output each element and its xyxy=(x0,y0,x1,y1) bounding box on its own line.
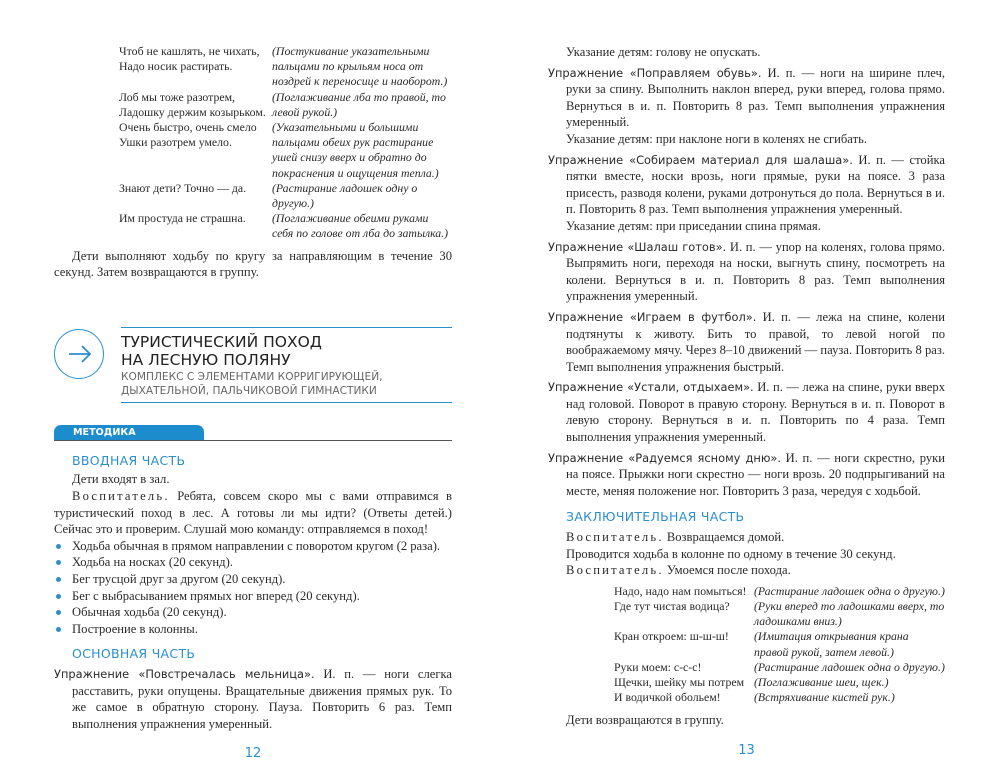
exercise xyxy=(548,309,945,375)
exercise-text: И. п. — лежа на спине, руки вверх над головой. Поворот в правую сторону. Вернуться в и. п. Поворот в левую сторону. Вернуться в и. п. Повторить по 4 раза. Темп выполнения упражнения умеренный. xyxy=(566,380,945,445)
poem-line: Им простуда не страшна. xyxy=(119,211,246,226)
poem-block xyxy=(54,44,452,242)
section-heading: ЗАКЛЮЧИТЕЛЬНАЯ ЧАСТЬ xyxy=(566,509,745,525)
exercise-text: И. п. — ноги на ширине плеч, руки за спину. Выполнить наклон вперед, руки вперед, голова прямо. Вернуться в и. п. Повторить 8 раз. Темп выполнения упражнения умеренный. xyxy=(566,65,945,130)
subtitle-line: ДЫХАТЕЛЬНОЙ, ПАЛЬЧИКОВОЙ ГИМНАСТИКИ xyxy=(121,384,377,397)
paragraph: Проводится ходьба в колонне по одному в течение 30 секунд. xyxy=(566,546,896,561)
poem-stanza xyxy=(614,675,945,690)
speech: Возвращаемся домой. xyxy=(663,530,785,545)
poem-line: Знают дети? Точно — да. xyxy=(119,180,247,195)
left-page xyxy=(0,0,500,762)
paragraph xyxy=(548,562,945,579)
intro-section xyxy=(54,453,452,733)
poem-stanza xyxy=(614,629,945,659)
chapter-subtitle xyxy=(121,370,452,398)
chapter-circle xyxy=(54,329,104,379)
poem-action: (Встряхивание кистей рук.) xyxy=(754,690,895,705)
list-item: Ходьба на носках (20 секунд). xyxy=(54,554,452,571)
chapter-text xyxy=(121,327,452,403)
section-heading: ОСНОВНАЯ ЧАСТЬ xyxy=(72,646,196,662)
paragraph: Дети выполняют ходьбу по кругу за направляющим в течение 30 секунд. Затем возвращаются в группу. xyxy=(54,248,452,280)
exercise-text: И. п. — ноги скрестно, руки на поясе. Прыжки ноги скрестно — ноги врозь. 20 подпрыгиваний на месте, меняя положение ног. Повторить 3 раза, чередуя с ходьбой. xyxy=(566,450,945,498)
subtitle-line: КОМПЛЕКС С ЭЛЕМЕНТАМИ КОРРИГИРУЮЩЕЙ, xyxy=(121,370,383,383)
exercise-name: Упражнение «Собираем материал для шалаша». xyxy=(548,152,853,167)
exercises-column xyxy=(548,44,945,760)
speaker: Воспитатель. xyxy=(566,530,664,545)
exercise-text: И. п. — стойка пятки вместе, носки врозь, ноги прямые, руки на поясе. 3 раза присесть, разводя колени, руками дотронуться до пола. Вернуться в и. п. Повторить 8 раз. Темп выполнения упражнения умеренный. xyxy=(566,152,945,217)
bullet-list xyxy=(54,538,452,638)
right-page xyxy=(500,0,1000,759)
exercise xyxy=(548,65,945,148)
poem-line: Очень быстро, очень смело xyxy=(119,120,257,135)
poem-line: Где тут чистая водица? xyxy=(614,599,730,614)
note: Указание детям: при приседании спина прямая. xyxy=(566,218,821,233)
poem-action: (Поглаживание шеи, щек.) xyxy=(754,675,889,690)
exercise xyxy=(54,666,452,732)
poem-line: Щечки, шейку мы потрем xyxy=(614,675,745,690)
poem-stanza xyxy=(614,690,945,705)
poem-stanza xyxy=(119,90,452,120)
exercise xyxy=(548,379,945,445)
exercise-name: Упражнение «Поправляем обувь». xyxy=(548,65,762,80)
page-number: 13 xyxy=(738,743,755,759)
poem-action: (Поглаживание лба то правой, то левой рукой.) xyxy=(272,89,446,119)
exercise xyxy=(548,450,945,500)
section-heading: ВВОДНАЯ ЧАСТЬ xyxy=(72,452,186,468)
exercise-name: Упражнение «Шалаш готов». xyxy=(548,239,727,254)
exercise-name: Упражнение «Повстречалась мельница». xyxy=(54,666,315,681)
exercise xyxy=(548,152,945,235)
exercise-text: И. п. — лежа на спине, колени подтянуты к животу. Бить то правой, то левой ногой по воображаемому мячу. Через 8–10 движений — пауза. Повторить 8 раз. Темп выполнения упражнения быстрый. xyxy=(566,309,945,374)
speech: Ребята, совсем скоро мы с вами отправимся в туристический поход в лес. А готовы ли мы идти? (Ответы детей.) Сейчас это и проверим. Слушай мою команду: отправляемся в поход! xyxy=(54,489,452,537)
exercise xyxy=(548,239,945,305)
poem-line: Чтоб не кашлять, не чихать, xyxy=(119,44,260,58)
poem-stanza xyxy=(614,599,945,629)
poem-action: (Постукивание указательными пальцами по крыльям носа от ноздрей к переносице и наоборот.) xyxy=(272,44,448,89)
chapter-title xyxy=(121,333,452,369)
note: Указание детям: при наклоне ноги в коленях не сгибать. xyxy=(566,131,867,146)
poem-line: Ладошку держим козырьком. xyxy=(119,104,266,119)
poem-action: (Растирание ладошек одна о другую.) xyxy=(754,583,945,598)
left-column xyxy=(54,44,452,763)
page-number: 12 xyxy=(244,746,262,762)
paragraph xyxy=(54,488,452,538)
method-tab: МЕТОДИКА ПРОВЕДЕНИЯ xyxy=(54,425,204,440)
poem-action: (Руки вперед то ладошками вверх, то ладошками вниз.) xyxy=(754,599,945,629)
washing-poem xyxy=(548,584,945,706)
speaker: Воспитатель. xyxy=(72,489,170,504)
poem-line: Кран откроем: ш-ш-ш! xyxy=(614,629,729,644)
poem-action: (Растирание ладошек одну о другую.) xyxy=(272,180,418,211)
exercise-text: И. п. — ноги слегка расставить, руки опущены. Вращательные движения прямых рук. То же самое в обратную сторону. Пауза. Повторить 6 раз. Темп выполнения упражнения умеренный. xyxy=(72,666,453,731)
poem-line: Ушки разотрем умело. xyxy=(119,135,232,150)
poem-action: (Указательными и большими пальцами обеих рук растирание ушей снизу вверх и обратно до покраснения и ощущения тепла.) xyxy=(272,120,439,180)
poem-line: Надо, надо нам помыться! xyxy=(614,583,747,598)
poem-action: (Имитация открывания крана правой рукой, затем левой.) xyxy=(754,629,909,659)
poem-stanza xyxy=(119,120,452,181)
list-item: Бег с выбрасыванием прямых ног вперед (20 секунд). xyxy=(54,588,452,605)
paragraph xyxy=(548,529,945,546)
poem-stanza xyxy=(119,211,452,241)
poem-line: Лоб мы тоже разотрем, xyxy=(119,89,235,104)
poem-stanza xyxy=(614,584,945,599)
poem-stanza xyxy=(119,181,452,211)
speaker: Воспитатель. xyxy=(566,563,664,578)
poem-line: И водичкой обольем! xyxy=(614,690,721,705)
exercise-name: Упражнение «Устали, отдыхаем». xyxy=(548,380,754,395)
poem-stanza xyxy=(119,44,452,90)
exercise-text: И. п. — упор на коленях, голова прямо. Выпрямить ноги, переходя на носки, выгнуть спину, посмотреть на колени. Вернуться в и. п. Повторить 8 раз. Темп выполнения упражнения умеренный. xyxy=(566,239,945,304)
title-line: НА ЛЕСНУЮ ПОЛЯНУ xyxy=(121,350,291,369)
list-item: Бег трусцой друг за другом (20 секунд). xyxy=(54,571,452,588)
list-item: Построение в колонны. xyxy=(54,621,452,638)
poem-line: Руки моем: с-с-с! xyxy=(614,659,702,674)
exercise-name: Упражнение «Играем в футбол». xyxy=(548,309,757,324)
poem-action: (Поглаживание обеими руками себя по голове от лба до затылка.) xyxy=(272,211,449,241)
title-line: ТУРИСТИЧЕСКИЙ ПОХОД xyxy=(121,332,322,351)
poem-action: (Растирание ладошек одна о другую.) xyxy=(754,659,945,674)
paragraph: Дети входят в зал. xyxy=(72,472,170,487)
poem-stanza xyxy=(614,660,945,675)
speech: Умоемся после похода. xyxy=(663,563,791,578)
arrow-right-icon xyxy=(55,330,103,378)
poem-line: Надо носик растирать. xyxy=(119,59,233,74)
paragraph: Дети возвращаются в группу. xyxy=(566,713,724,728)
list-item: Ходьба обычная в прямом направлении с поворотом кругом (2 раза). xyxy=(54,538,452,555)
exercise-name: Упражнение «Радуемся ясному дню». xyxy=(548,450,782,465)
chapter-header xyxy=(54,327,452,403)
note: Указание детям: голову не опускать. xyxy=(566,45,761,59)
list-item: Обычная ходьба (20 секунд). xyxy=(54,604,452,621)
